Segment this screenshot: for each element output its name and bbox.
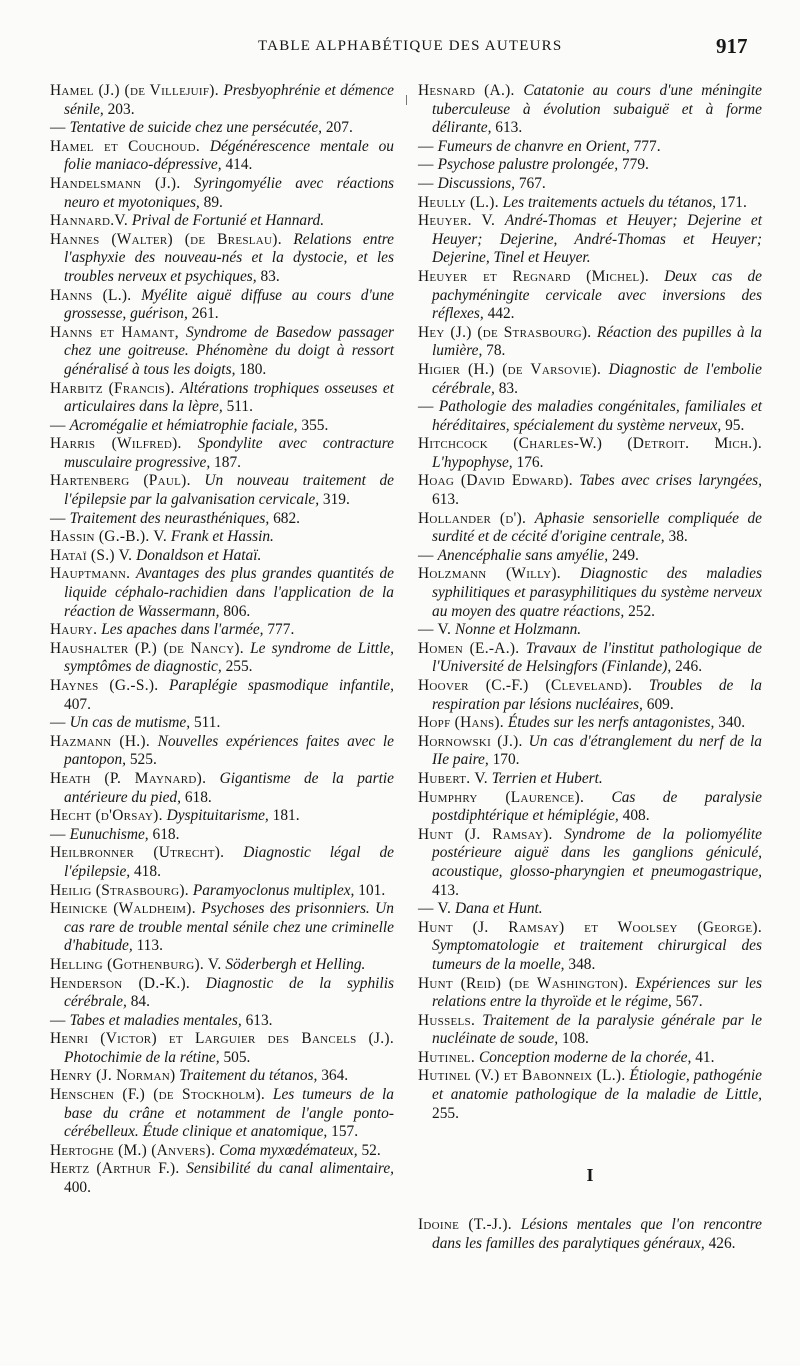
entry-author: Hoag (David Edward).: [418, 472, 573, 490]
index-entry: [50, 1142, 394, 1161]
entry-title: Dyspituitarisme,: [166, 807, 269, 825]
entry-title: Psychose palustre prolongée,: [437, 156, 619, 174]
index-entry: [50, 844, 394, 881]
entry-page: 340.: [718, 714, 746, 732]
entry-title: Eunuchisme,: [69, 825, 149, 843]
index-entry: [50, 287, 394, 324]
entry-title: Traitement du tétanos,: [179, 1067, 318, 1085]
entry-page: 181.: [272, 807, 300, 825]
index-entry: [50, 770, 394, 807]
entry-title: Sensibilité du canal alimentaire,: [186, 1160, 394, 1178]
index-entry: [50, 640, 394, 677]
index-entry: [50, 510, 394, 529]
entry-page: 176.: [516, 453, 544, 471]
entry-page: 414.: [225, 156, 253, 174]
index-entry: [418, 324, 762, 361]
entry-title: Anencéphalie sans amyélie,: [437, 546, 609, 564]
section-letter: I: [586, 1165, 594, 1186]
entry-page: 101.: [358, 881, 386, 899]
index-entry: [418, 472, 762, 509]
entry-author: —: [50, 1011, 66, 1029]
entry-title: Myélite aiguë diffuse au cours d'une grossesse, guérison,: [64, 286, 394, 323]
entry-author: Hamel et Couchoud.: [50, 137, 200, 155]
entry-author: Hitchcock (Charles-W.) (Detroit. Mich.).: [418, 435, 762, 453]
entry-page: 52.: [361, 1141, 381, 1159]
entry-title: Diagnostic de l'embolie cérébrale,: [432, 360, 762, 397]
entry-author: Homen (E.-A.).: [418, 639, 520, 657]
entry-author: Holzmann (Willy).: [418, 565, 561, 583]
entry-author: Harbitz (Francis).: [50, 379, 175, 397]
index-entry: [50, 882, 394, 901]
entry-title: Réaction des pupilles à la lumière,: [432, 323, 762, 360]
index-entry: [418, 510, 762, 547]
entry-title: Donaldson et Hataï.: [136, 546, 262, 564]
index-entry: [50, 231, 394, 287]
entry-title: Photochimie de la rétine,: [64, 1048, 220, 1066]
index-entry: [418, 826, 762, 900]
entry-page: 407.: [64, 695, 91, 713]
entry-author: Hutinel (V.) et Babonneix (L.).: [418, 1067, 626, 1085]
index-entry: [418, 398, 762, 435]
entry-author: —: [50, 825, 66, 843]
entry-title: Études sur les nerfs antagonistes,: [507, 714, 715, 732]
index-entry: [50, 621, 394, 640]
entry-title: Discussions,: [437, 174, 515, 192]
index-entry: [418, 212, 762, 268]
entry-author: Hertz (Arthur F.).: [50, 1160, 180, 1178]
entry-page: 511.: [193, 714, 221, 732]
entry-page: 157.: [331, 1123, 359, 1141]
entry-author: Henderson (D.-K.).: [50, 974, 191, 992]
entry-title: Altérations trophiques osseuses et articulaires dans la lèpre,: [64, 379, 394, 416]
entry-title: Coma myxœdémateux,: [219, 1141, 358, 1159]
entry-author: Hunt (Reid) (de Washington).: [418, 974, 628, 992]
entry-title: Le syndrome de Little, symptômes de diagnostic,: [64, 639, 394, 676]
index-entry: [50, 212, 394, 231]
entry-author: Haury.: [50, 621, 98, 639]
index-entry: [50, 677, 394, 714]
entry-page: 408.: [622, 807, 650, 825]
index-entry: [418, 770, 762, 789]
entry-title: Dégénérescence mentale ou folie maniaco-dépressive,: [64, 137, 394, 174]
index-entry: [418, 82, 762, 138]
entry-author: Heilbronner (Utrecht).: [50, 844, 225, 862]
entry-title: Aphasie sensorielle compliquée de surdité et de cécité d'origine centrale,: [432, 509, 762, 546]
entry-title: André-Thomas et Heuyer; Dejerine et Heuyer; Dejerine, André-Thomas et Heuyer; Dejerine, Tinel et Heuyer.: [432, 212, 763, 267]
entry-author: Hamel (J.) (de Villejuif).: [50, 82, 219, 99]
index-entry: [50, 417, 394, 436]
entry-author: Hecht (d'Orsay).: [50, 807, 163, 825]
entry-page: 203.: [107, 100, 135, 118]
entry-author: —: [50, 119, 66, 137]
entry-title: Traitement de la paralysie générale par le nucléinate de soude,: [432, 1011, 762, 1048]
entry-title: Dana et Hunt.: [455, 900, 543, 918]
entry-author: Heilig (Strasbourg).: [50, 881, 189, 899]
index-entry: [418, 175, 762, 194]
entry-page: 613.: [495, 119, 523, 137]
entry-title: Paramyoclonus multiplex,: [192, 881, 355, 899]
entry-author: Heinicke (Waldheim).: [50, 900, 196, 918]
entry-title: Étiologie, pathogénie et anatomie pathologique de la maladie de Little,: [432, 1067, 762, 1104]
right-entries: [418, 82, 762, 1123]
entry-title: Troubles de la respiration par lésions nucléaires,: [432, 677, 762, 713]
index-entry: [418, 621, 762, 640]
entry-title: Frank et Hassin.: [170, 528, 274, 546]
entry-author: Hannard.V.: [50, 212, 128, 230]
entry-page: 777.: [633, 137, 661, 155]
index-entry: [418, 361, 762, 398]
right-column: [418, 82, 762, 1253]
entry-page: 364.: [321, 1067, 349, 1085]
entry-author: Hussels.: [418, 1011, 476, 1029]
entry-page: 113.: [136, 937, 163, 955]
index-entry: [50, 324, 394, 380]
entry-page: 779.: [621, 156, 649, 174]
entry-title: Tabes et maladies mentales,: [69, 1011, 242, 1029]
entry-page: 767.: [518, 174, 546, 192]
entry-page: 246.: [675, 658, 703, 676]
page-number: 917: [716, 34, 748, 58]
entry-author: Henschen (F.) (de Stockholm).: [50, 1086, 266, 1104]
entry-title: Paraplégie spasmodique infantile,: [168, 677, 394, 694]
entry-author: Hartenberg (Paul).: [50, 472, 191, 490]
entry-title: Un cas d'étranglement du nerf de la IIe paire,: [432, 732, 762, 769]
index-entry: [418, 268, 762, 324]
entry-page: 89.: [203, 193, 223, 211]
entry-page: 171.: [719, 193, 747, 211]
entry-title: Diagnostic de la syphilis cérébrale,: [64, 974, 394, 1011]
index-entry: [418, 1012, 762, 1049]
entry-page: 252.: [628, 602, 655, 620]
entry-author: —: [418, 156, 434, 174]
entry-title: Söderbergh et Helling.: [225, 955, 366, 973]
entry-page: 777.: [267, 621, 295, 639]
entry-author: Idoine (T.-J.).: [418, 1216, 512, 1234]
entry-page: 426.: [708, 1234, 736, 1252]
index-entry: [418, 714, 762, 733]
entry-page: 84.: [130, 993, 150, 1011]
entry-author: Henry (J. Norman): [50, 1067, 176, 1085]
entry-page: 170.: [492, 751, 520, 769]
index-entry: [50, 472, 394, 509]
entry-page: 355.: [301, 416, 329, 434]
entry-author: —: [418, 174, 434, 192]
index-entry: [50, 900, 394, 956]
entry-author: Helling (Gothenburg). V.: [50, 955, 222, 973]
entry-author: Harris (Wilfred).: [50, 435, 182, 453]
entry-author: Hubert. V.: [418, 769, 488, 787]
index-entry: [50, 826, 394, 845]
entry-page: 38.: [668, 528, 688, 546]
index-entry: [418, 565, 762, 621]
entry-page: 413.: [432, 881, 459, 899]
entry-author: Hunt (J. Ramsay).: [418, 825, 553, 843]
index-entry: [50, 528, 394, 547]
entry-title: Catatonie au cours d'une méningite tuberculeuse à évolution subaiguë et à forme délirante,: [432, 82, 762, 137]
index-entry: [418, 677, 762, 714]
entry-title: Avantages des plus grandes quantités de liquide céphalo-rachidien dans l'application de la réaction de Wassermann,: [64, 565, 394, 620]
left-column: [50, 82, 394, 1198]
entry-author: Hopf (Hans).: [418, 714, 504, 732]
entry-title: Syringomyélie avec réactions neuro et myotoniques,: [64, 174, 394, 211]
index-entry: [50, 975, 394, 1012]
entry-author: —: [418, 137, 434, 155]
entry-author: Haushalter (P.) (de Nancy).: [50, 639, 244, 657]
entry-page: 511.: [226, 398, 253, 416]
entry-page: 567.: [675, 993, 703, 1011]
entry-author: Henri (Victor) et Larguier des Bancels (J.).: [50, 1030, 394, 1048]
entry-author: Higier (H.) (de Varsovie).: [418, 360, 602, 378]
entry-title: Un cas de mutisme,: [69, 714, 191, 732]
entry-title: Tentative de suicide chez une persécutée,: [69, 119, 322, 137]
entry-title: Les traitements actuels du tétanos,: [502, 193, 717, 211]
entry-author: Hollander (d').: [418, 509, 527, 527]
entry-author: Hoover (C.-F.) (Cleveland).: [418, 677, 633, 694]
index-entry: [418, 1049, 762, 1068]
entry-author: Hannes (Walter) (de Breslau).: [50, 230, 282, 248]
entry-page: 95.: [725, 416, 745, 434]
entry-page: 83.: [260, 267, 280, 285]
index-entry: [418, 1067, 762, 1123]
after-entries: [418, 1216, 762, 1253]
entry-page: 249.: [611, 546, 639, 564]
index-entry: [418, 640, 762, 677]
index-entry: [50, 1086, 394, 1142]
entry-title: Un nouveau traitement de l'épilepsie par la galvanisation cervicale,: [64, 472, 395, 509]
entry-author: Hauptmann.: [50, 565, 131, 583]
entry-title: Gigantisme de la partie antérieure du pied,: [64, 769, 394, 806]
index-entry: [50, 547, 394, 566]
entry-author: Hesnard (A.).: [418, 82, 515, 99]
index-entry: [418, 194, 762, 213]
entry-page: 618.: [152, 825, 180, 843]
entry-author: Hunt (J. Ramsay) et Woolsey (George).: [418, 918, 762, 936]
entry-page: 505.: [223, 1048, 251, 1066]
entry-title: Syndrome de la poliomyélite postérieure aiguë dans les ganglions géniculé, acoustique, glosso-pharyngien et pneumogastrique,: [432, 825, 762, 880]
entry-author: Hornowski (J.).: [418, 732, 523, 750]
index-entry: [50, 956, 394, 975]
entry-page: 418.: [133, 862, 161, 880]
entry-page: 806.: [223, 602, 251, 620]
entry-page: 319.: [322, 491, 350, 509]
entry-author: Heully (L.).: [418, 193, 499, 211]
entry-title: Symptomatologie et traitement chirurgical des tumeurs de la moelle,: [432, 937, 762, 973]
entry-title: Spondylite avec contracture musculaire progressive,: [64, 435, 394, 471]
entry-title: Terrien et Hubert.: [491, 769, 603, 787]
entry-page: 78.: [486, 342, 506, 360]
entry-title: Prival de Fortunié et Hannard.: [131, 212, 325, 230]
index-entry: [50, 714, 394, 733]
index-entry: [50, 1030, 394, 1067]
entry-author: Heath (P. Maynard).: [50, 769, 207, 787]
entry-author: Hazmann (H.).: [50, 732, 150, 750]
entry-author: Haynes (G.-S.).: [50, 677, 159, 694]
running-header: [0, 34, 800, 60]
entry-author: Hutinel.: [418, 1048, 476, 1066]
index-entry: [418, 919, 762, 975]
entry-title: L'hypophyse,: [432, 453, 513, 471]
index-entry: [50, 380, 394, 417]
entry-author: Hanns (L.).: [50, 286, 132, 304]
entry-page: 207.: [325, 119, 353, 137]
index-entry: [418, 789, 762, 826]
entry-page: 682.: [273, 509, 300, 527]
index-entry: [50, 138, 394, 175]
entry-author: Hassin (G.-B.). V.: [50, 528, 167, 546]
entry-author: Hertoghe (M.) (Anvers).: [50, 1141, 216, 1159]
entry-page: 525.: [129, 751, 157, 769]
entry-author: —: [50, 714, 66, 732]
entry-title: Psychoses des prisonniers. Un cas rare de trouble mental sénile chez une criminelle d'habitude,: [64, 900, 394, 955]
entry-page: 613.: [245, 1011, 273, 1029]
column-divider: [406, 95, 407, 105]
index-entry: [50, 565, 394, 621]
entry-page: 618.: [184, 788, 212, 806]
entry-page: 108.: [561, 1030, 589, 1048]
entry-title: Travaux de l'institut pathologique de l'Université de Helsingfors (Finlande),: [432, 639, 762, 676]
index-entry: [50, 175, 394, 212]
index-entry: [418, 156, 762, 175]
index-entry: [418, 547, 762, 566]
entry-page: 442.: [487, 305, 515, 323]
entry-author: Handelsmann (J.).: [50, 174, 181, 192]
index-entry: [418, 733, 762, 770]
entry-page: 255.: [225, 658, 253, 676]
entry-title: Presbyophrénie et démence sénile,: [64, 82, 394, 118]
entry-page: 609.: [646, 695, 674, 713]
entry-title: Traitement des neurasthéniques,: [69, 509, 270, 527]
entry-author: Hanns et Hamant,: [50, 323, 179, 341]
entry-page: 83.: [498, 379, 518, 397]
entry-author: Hey (J.) (de Strasbourg).: [418, 323, 592, 341]
entry-page: 348.: [568, 955, 596, 973]
index-entry: [418, 138, 762, 157]
entry-title: Relations entre l'asphyxie des nouveau-nés et la dystocie, et les troubles nerveux et psychiques,: [64, 230, 394, 285]
entry-title: Lésions mentales que l'on rencontre dans les familles des paralytiques généraux,: [432, 1216, 762, 1252]
index-entry: [50, 1160, 394, 1197]
entry-title: Diagnostic légal de l'épilepsie,: [64, 844, 394, 880]
entry-title: Deux cas de pachyméningite cervicale avec inversions des réflexes,: [432, 267, 762, 323]
entry-title: Expériences sur les relations entre la thyroïde et le régime,: [432, 974, 763, 1011]
entry-page: 400.: [64, 1179, 91, 1197]
entry-page: 180.: [239, 360, 267, 378]
entry-title: Tabes avec crises laryngées,: [579, 472, 762, 490]
entry-author: —: [50, 509, 66, 527]
entry-author: —: [418, 398, 434, 416]
index-entry: [50, 1067, 394, 1086]
entry-author: —: [418, 546, 434, 564]
entry-title: Les tumeurs de la base du crâne et notamment de l'angle ponto-cérébelleux. Étude clinique et anatomique,: [64, 1086, 394, 1141]
running-title: TABLE ALPHABÉTIQUE DES AUTEURS: [258, 38, 563, 54]
entry-title: Conception moderne de la chorée,: [478, 1048, 692, 1066]
entry-title: Nouvelles expériences faites avec le pantopon,: [64, 732, 394, 769]
entry-author: Heuyer et Regnard (Michel).: [418, 267, 650, 285]
entry-title: Diagnostic des maladies syphilitiques et parasyphilitiques du système nerveux au moyen des quatre réactions,: [432, 565, 762, 620]
entry-author: — V.: [418, 900, 452, 918]
entry-title: Les apaches dans l'armée,: [101, 621, 264, 639]
entry-page: 613.: [432, 491, 459, 509]
index-entry: [418, 435, 762, 472]
index-entry: [50, 807, 394, 826]
entry-title: Pathologie des maladies congénitales, familiales et héréditaires, spécialement du système nerveux,: [432, 398, 762, 434]
entry-title: Acromégalie et hémiatrophie faciale,: [69, 416, 298, 434]
entry-page: 255.: [432, 1104, 459, 1122]
index-entry: [50, 82, 394, 119]
index-entry: [50, 1012, 394, 1031]
entry-author: —: [50, 416, 66, 434]
entry-title: Cas de paralysie postdiphtérique et hémiplégie,: [432, 788, 762, 825]
entry-author: Hataï (S.) V.: [50, 546, 133, 564]
entry-author: Heuyer. V.: [418, 212, 496, 230]
index-entry: [418, 975, 762, 1012]
index-entry: [50, 119, 394, 138]
index-entry: [418, 900, 762, 919]
entry-author: — V.: [418, 621, 452, 639]
index-entry: [50, 435, 394, 472]
index-entry: [418, 1216, 762, 1253]
entry-page: 261.: [191, 305, 219, 323]
entry-title: Syndrome de Basedow passager chez une goitreuse. Phénomène du doigt à ressort généralisé à tous les doigts,: [64, 323, 394, 378]
index-entry: [50, 733, 394, 770]
entry-page: 187.: [214, 453, 241, 471]
entry-page: 41.: [695, 1048, 715, 1066]
entry-author: Humphry (Laurence).: [418, 788, 585, 806]
entry-title: Fumeurs de chanvre en Orient,: [437, 137, 630, 155]
entry-title: Nonne et Holzmann.: [455, 621, 582, 639]
